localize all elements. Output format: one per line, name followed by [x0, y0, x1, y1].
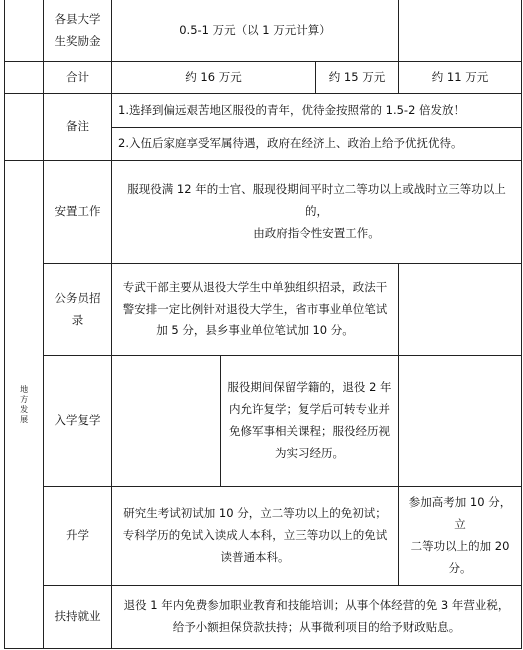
award-extra-cell [398, 0, 522, 62]
civil-label-line1: 公务员招 [54, 290, 101, 305]
employment-line2: 给予小额担保贷款扶持；从事微利项目的给予财政贴息。 [172, 620, 461, 634]
civil-label-cell [43, 263, 112, 356]
award-label-line2: 生奖励金 [54, 33, 101, 48]
award-label-line1: 各县大学 [54, 11, 101, 26]
placement-label-cell [43, 160, 112, 264]
civil-line3: 加 5 分，县乡事业单位笔试加 10 分。 [156, 323, 354, 338]
further-left-line1: 研究生考试初试加 10 分，立二等功以上的免初试； [123, 506, 387, 521]
placement-text-cell [111, 160, 522, 264]
placement-line1: 服现役满 12 年的士官、服现役期间平时立二等功以上或战时立三等功以上 [127, 182, 506, 197]
employment-label-cell [43, 585, 112, 649]
remark-label-cell [43, 93, 112, 161]
total-value-3-cell [398, 61, 522, 94]
school-label: 入学复学 [54, 413, 101, 428]
remark-line1: 1.选择到偏远艰苦地区服役的青年，优待金按照常的 1.5-2 倍发放！ [118, 102, 466, 117]
placement-line2: 的， [305, 204, 328, 219]
blank-cell [4, 61, 44, 94]
employment-label: 扶持就业 [54, 609, 101, 624]
school-text-cell [220, 355, 399, 487]
award-value-cell [111, 0, 399, 62]
blank-cell [4, 93, 44, 161]
blank-cell [4, 0, 44, 62]
further-left-line3: 读普通本科。 [220, 549, 290, 564]
total-value-1: 约 16 万元 [185, 69, 242, 84]
remark-line2: 2.入伍后家庭享受军属待遇，政府在经济上、政治上给予优抚优待。 [118, 136, 463, 151]
total-label: 合计 [66, 69, 89, 84]
total-value-1-cell [111, 61, 316, 94]
school-blank-cell [111, 355, 221, 487]
award-value: 0.5-1 万元（以 1 万元计算） [179, 22, 331, 37]
school-line3: 免修军事相关课程；服役经历视 [229, 424, 390, 438]
employment-line1: 退役 1 年内免费参加职业教育和技能培训；从事个体经营的免 3 年营业税， [123, 598, 510, 613]
further-label: 升学 [66, 528, 89, 543]
school-line4: 为实习经历。 [275, 445, 344, 460]
remark-line1-cell [111, 93, 522, 128]
further-left-cell [111, 486, 399, 586]
school-extra-cell [398, 355, 522, 487]
school-line1: 服役期间保留学籍的，退役 2 年 [227, 380, 392, 395]
remark-label: 备注 [66, 119, 89, 134]
further-left-line2: 专科学历的免试入读成人本科，立三等功以上的免试 [122, 528, 388, 543]
section-label-cell [4, 160, 44, 649]
further-right-line1: 参加高考加 10 分，立 [408, 495, 512, 532]
total-value-3: 约 11 万元 [431, 69, 489, 84]
further-right-line2: 二等功以上的加 20 [410, 539, 510, 553]
placement-label: 安置工作 [54, 204, 101, 219]
placement-line3: 由政府指令性安置工作。 [253, 225, 380, 240]
civil-label-line2: 录 [71, 312, 84, 327]
award-label-cell [43, 0, 112, 62]
civil-line1: 专武干部主要从退役大学生中单独组织招录，政法干 [122, 279, 388, 294]
civil-extra-cell [398, 263, 522, 356]
section-label: 地方发展 [19, 384, 29, 425]
civil-text-cell [111, 263, 399, 356]
remark-line2-cell [111, 127, 522, 161]
further-right-cell [398, 486, 522, 586]
total-value-2-cell [315, 61, 399, 94]
further-right-line3: 分。 [448, 560, 472, 575]
employment-text-cell [111, 585, 522, 649]
school-label-cell [43, 355, 112, 487]
further-label-cell [43, 486, 112, 586]
civil-line2: 警安排一定比例针对退役大学生，省市事业单位笔试 [122, 301, 388, 316]
school-line2: 内允许复学；复学后可转专业并 [229, 402, 390, 417]
total-label-cell [43, 61, 112, 94]
total-value-2: 约 15 万元 [328, 69, 386, 84]
